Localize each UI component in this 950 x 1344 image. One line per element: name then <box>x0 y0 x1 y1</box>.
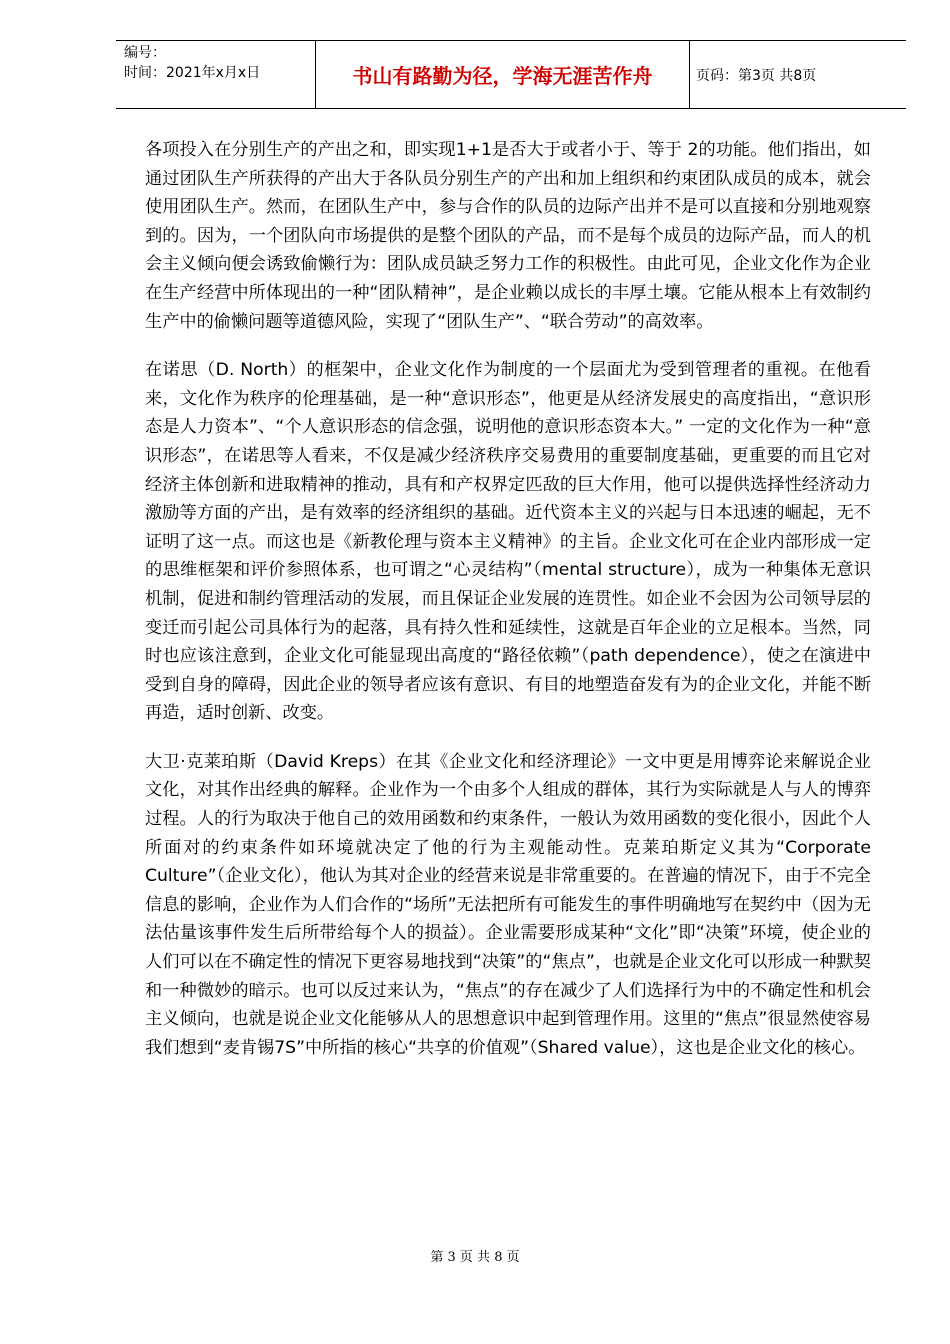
paragraph-3: 大卫·克莱珀斯（David Kreps）在其《企业文化和经济理论》一文中更是用博弈论来解说企业文化，对其作出经典的解释。企业作为一个由多个人组成的群体，其行为实际就是人与人的博弈过程。人的行为取决于他自己的效用函数和约束条件，一般认为效用函数的变化很小，因此个人所面对的约束条件如环境就决定了他的行为主观能动性。克莱珀斯定义其为“Corporate Culture”（企业文化），他认为其对企业的经营来说是非常重要的。在普遍的情况下，由于不完全信息的影响，企业作为人们合作的“场所”无法把所有可能发生的事件明确地写在契约中（因为无法估量该事件发生后所带给每个人的损益）。企业需要形成某种“文化”即“决策”环境，使企业的人们可以在不确定性的情况下更容易地找到“决策”的“焦点”，也就是企业文化可以形成一种默契和一种微妙的暗示。也可以反过来认为，“焦点”的存在减少了人们选择行为中的不确定性和机会主义倾向，也就是说企业文化能够从人的思想意识中起到管理作用。这里的“焦点”很显然使容易我们想到“麦肯锡7S”中所指的核心“共享的价值观”（Shared value），这也是企业文化的核心。 <box>145 751 871 1058</box>
header-time-label: 时间：2021年x月x日 <box>124 65 261 81</box>
page-header <box>116 40 906 109</box>
header-page-info: 页码：第3页 共8页 <box>696 67 817 84</box>
page-footer: 第 3 页 共 8 页 <box>430 1250 520 1265</box>
body-text <box>145 136 871 1082</box>
header-meta <box>116 41 316 108</box>
header-slogan: 书山有路勤为径，学海无涯苦作舟 <box>316 41 690 108</box>
header-number-label: 编号： <box>124 45 166 61</box>
paragraph-1: 各项投入在分别生产的产出之和，即实现1+1是否大于或者小于、等于 2的功能。他们指出，如通过团队生产所获得的产出大于各队员分别生产的产出和加上组织和约束团队成员的成本，就会使用团队生产。然而，在团队生产中，参与合作的队员的边际产出并不是可以直接和分别地观察到的。因为，一个团队向市场提供的是整个团队的产品，而不是每个成员的边际产品，而人的机会主义倾向便会诱致偷懒行为：团队成员缺乏努力工作的积极性。由此可见，企业文化作为企业在生产经营中所体现出的一种“团队精神”，是企业赖以成长的丰厚土壤。它能从根本上有效制约生产中的偷懒问题等道德风险，实现了“团队生产”、“联合劳动”的高效率。 <box>145 140 871 332</box>
paragraph-2: 在诺思（D. North）的框架中，企业文化作为制度的一个层面尤为受到管理者的重视。在他看来，文化作为秩序的伦理基础，是一种“意识形态”，他更是从经济发展史的高度指出，“意识形态是人力资本”、“个人意识形态的信念强，说明他的意识形态资本大。” 一定的文化作为一种“意识形态”，在诺思等人看来，不仅是减少经济秩序交易费用的重要制度基础，更重要的而且它对经济主体创新和进取精神的推动，具有和产权界定匹敌的巨大作用，他可以提供选择性经济动力激励等方面的产出，是有效率的经济组织的基础。近代资本主义的兴起与日本迅速的崛起，无不证明了这一点。而这也是《新教伦理与资本主义精神》的主旨。企业文化可在企业内部形成一定的思维框架和评价参照体系，也可谓之“心灵结构”（mental structure），成为一种集体无意识机制，促进和制约管理活动的发展，而且保证企业发展的连贯性。如企业不会因为公司领导层的变迁而引起公司具体行为的起落，具有持久性和延续性，这就是百年企业的立足根本。当然，同时也应该注意到，企业文化可能显现出高度的“路径依赖”（path dependence），使之在演进中受到自身的障碍，因此企业的领导者应该有意识、有目的地塑造奋发有为的企业文化，并能不断再造，适时创新、改变。 <box>145 360 871 724</box>
